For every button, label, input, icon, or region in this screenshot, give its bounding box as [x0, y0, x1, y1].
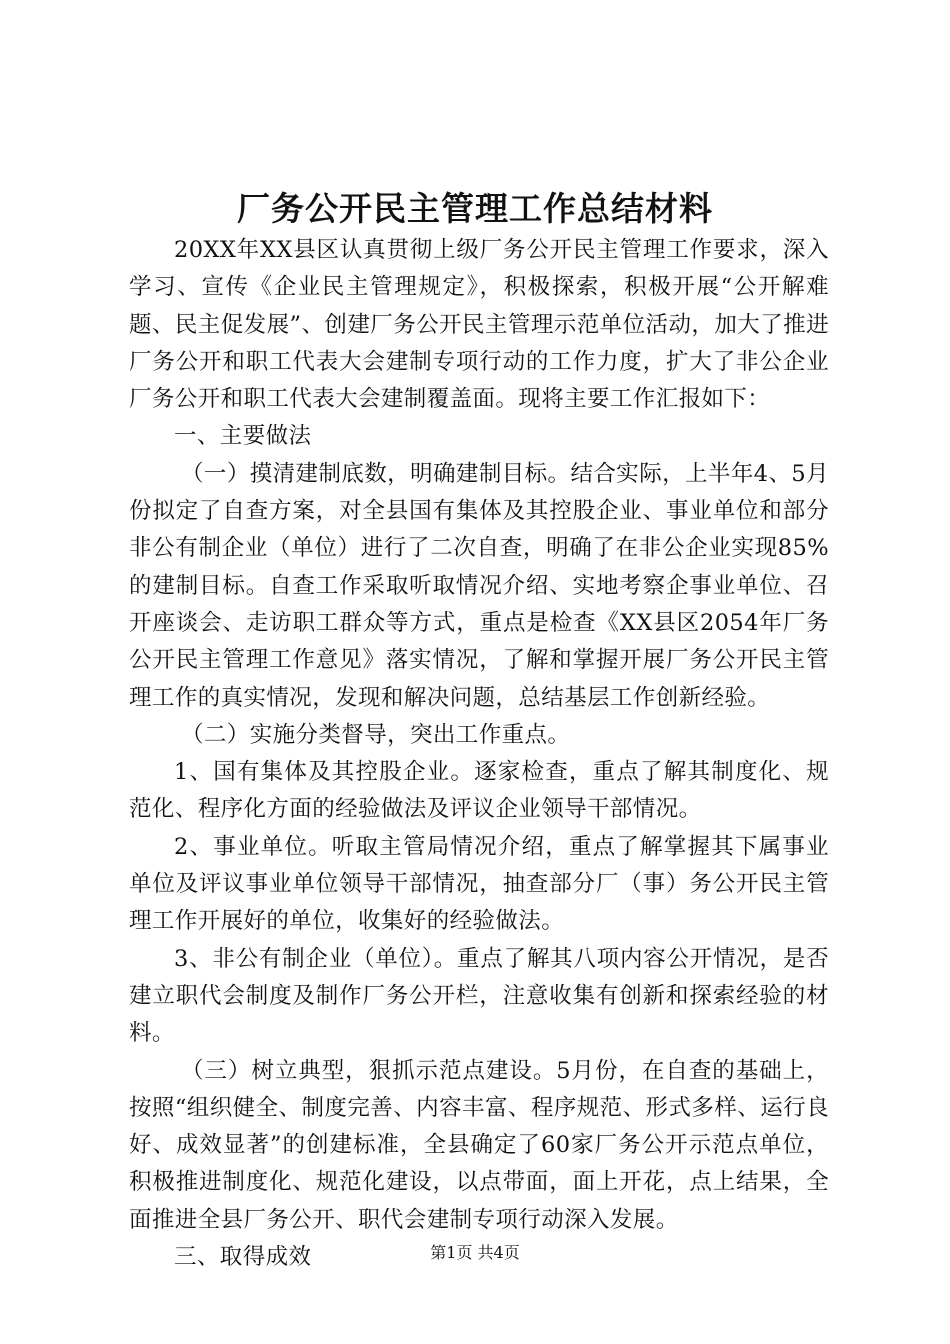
- paragraph-item-3: 3、非公有制企业（单位）。重点了解其八项内容公开情况，是否建立职代会制度及制作厂务公开栏，注意收集有创新和探索经验的材料。: [129, 945, 829, 1047]
- heading-main-methods: 一、主要做法: [174, 423, 312, 450]
- paragraph-section-1-2: （二）实施分类督导，突出工作重点。: [181, 721, 571, 748]
- page-footer: 第1页 共4页: [430, 1243, 520, 1262]
- paragraph-item-1: 1、国有集体及其控股企业。逐家检查，重点了解其制度化、规范化、程序化方面的经验做法及评议企业领导干部情况。: [129, 759, 829, 823]
- paragraph-section-1-3: （三）树立典型，狠抓示范点建设。5月份，在自查的基础上，按照“组织健全、制度完善、内容丰富、程序规范、形式多样、运行良好、成效显著”的创建标准，全县确定了60家厂务公开示范点单位，积极推进制度化、规范化建设，以点带面，面上开花，点上结果，全面推进全县厂务公开、职代会建制专项行动深入发展。: [129, 1057, 829, 1233]
- paragraph-section-1-1: （一）摸清建制底数，明确建制目标。结合实际，上半年4、5月份拟定了自查方案，对全县国有集体及其控股企业、事业单位和部分非公有制企业（单位）进行了二次自查，明确了在非公企业实现85%的建制目标。自查工作采取听取情况介绍、实地考察企事业单位、召开座谈会、走访职工群众等方式，重点是检查《XX县区2054年厂务公开民主管理工作意见》落实情况，了解和掌握开展厂务公开民主管理工作的真实情况，发现和解决问题，总结基层工作创新经验。: [129, 460, 829, 711]
- heading-results: 三、取得成效: [174, 1244, 312, 1271]
- paragraph-item-2: 2、事业单位。听取主管局情况介绍，重点了解掌握其下属事业单位及评议事业单位领导干部情况，抽查部分厂（事）务公开民主管理工作开展好的单位，收集好的经验做法。: [129, 833, 829, 935]
- document-title: 厂务公开民主管理工作总结材料: [237, 189, 713, 228]
- paragraph-intro: 20XX年XX县区认真贯彻上级厂务公开民主管理工作要求，深入学习、宣传《企业民主管理规定》，积极探索，积极开展“公开解难题、民主促发展”、创建厂务公开民主管理示范单位活动，加大了推进厂务公开和职工代表大会建制专项行动的工作力度，扩大了非公企业厂务公开和职工代表大会建制覆盖面。现将主要工作汇报如下：: [129, 237, 829, 413]
- document-body: [129, 232, 829, 1276]
